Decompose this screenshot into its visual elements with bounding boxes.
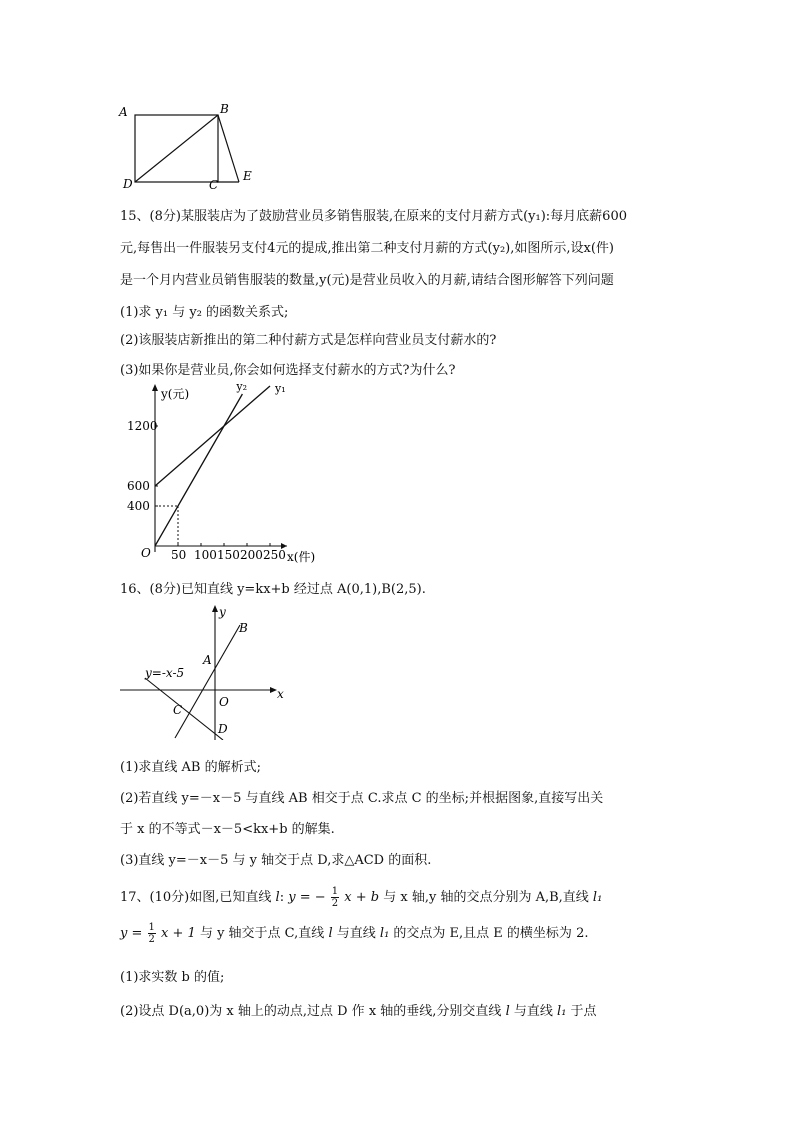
y-tick-label-1200: 1200 bbox=[127, 419, 158, 433]
q16-part2b: 于 x 的不等式－x－5<kx+b 的解集. bbox=[120, 822, 335, 837]
y-axis-arrow bbox=[212, 605, 218, 612]
colon: : bbox=[279, 890, 285, 905]
equation-part: x + b bbox=[344, 890, 380, 905]
line-l-symbol: l bbox=[275, 890, 280, 905]
label-x: x bbox=[277, 687, 284, 701]
q17-text: 与直线 bbox=[513, 1004, 553, 1019]
frac-denominator: 2 bbox=[148, 934, 155, 945]
coordinate-figure bbox=[115, 600, 295, 740]
label-b: B bbox=[239, 621, 248, 635]
q17-text: 与 x 轴,y 轴的交点分别为 A,B,直线 bbox=[383, 890, 589, 905]
series-label-y1: y₁ bbox=[275, 382, 286, 395]
line-l1-symbol: l₁ bbox=[379, 926, 390, 941]
label-c: C bbox=[173, 703, 183, 717]
frac-denominator: 2 bbox=[331, 898, 339, 909]
x-tick-label-50: 50 bbox=[171, 548, 187, 562]
line-l1-symbol: l₁ bbox=[557, 1004, 567, 1019]
q17-text: 于点 bbox=[570, 1004, 597, 1019]
q16-part1: (1)求直线 AB 的解析式; bbox=[120, 760, 262, 775]
q15-line2: 元,每售出一件服装另支付4元的提成,推出第二种支付月薪的方式(y₂),如图所示,设x(件) bbox=[120, 241, 614, 256]
x-axis-arrow bbox=[270, 687, 277, 693]
x-tick-label-200: 200 bbox=[240, 548, 263, 562]
q17-text: (2)设点 D(a,0)为 x 轴上的动点,过点 D 作 x 轴的垂线,分别交直线 bbox=[120, 1004, 502, 1019]
q17-text: 的交点为 E,且点 E 的横坐标为 2. bbox=[393, 926, 589, 941]
label-y: y bbox=[219, 605, 226, 619]
label-c: C bbox=[209, 178, 219, 192]
frac-numerator: 1 bbox=[331, 886, 339, 897]
rectangle-figure bbox=[115, 100, 265, 192]
equation-part: x + 1 bbox=[161, 926, 196, 941]
fraction-half bbox=[148, 922, 156, 945]
q17-text: 与直线 bbox=[336, 926, 376, 941]
equation-part: y = bbox=[120, 926, 143, 941]
x-tick-label-150: 150 bbox=[217, 548, 240, 562]
label-e: E bbox=[243, 169, 252, 183]
label-d: D bbox=[218, 722, 228, 736]
line-l1-symbol: l₁ bbox=[592, 890, 603, 905]
label-a: A bbox=[119, 105, 128, 119]
q15-part3: (3)如果你是营业员,你会如何选择支付薪水的方式?为什么? bbox=[120, 363, 456, 378]
q17-text: 与 y 轴交于点 C,直线 bbox=[199, 926, 325, 941]
equation-part: y = − bbox=[288, 890, 326, 905]
x-axis-label: x(件) bbox=[287, 550, 316, 564]
label-d: D bbox=[123, 177, 133, 191]
q15-line1: 15、(8分)某服装店为了鼓励营业员多销售服装,在原来的支付月薪方式(y₁):每月底薪600 bbox=[120, 209, 627, 224]
q15-line3: 是一个月内营业员销售服装的数量,y(元)是营业员收入的月薪,请结合图形解答下列问题 bbox=[120, 273, 614, 288]
q17-line1 bbox=[120, 886, 602, 909]
series-line-y2 bbox=[155, 394, 242, 546]
origin-label: O bbox=[141, 546, 151, 560]
y-tick-label-600: 600 bbox=[127, 479, 150, 493]
q17-part2 bbox=[120, 1004, 597, 1020]
label-equation: y=-x-5 bbox=[145, 666, 185, 680]
segment-be bbox=[218, 115, 239, 182]
x-tick-label-250: 250 bbox=[263, 548, 286, 562]
label-b: B bbox=[220, 102, 229, 116]
y-axis-arrow bbox=[152, 384, 158, 391]
x-tick-label-100: 100 bbox=[194, 548, 217, 562]
series-label-y2: y₂ bbox=[236, 380, 248, 393]
q17-line2 bbox=[120, 922, 588, 945]
y-axis-label: y(元) bbox=[161, 387, 190, 401]
line-l-symbol: l bbox=[505, 1004, 510, 1019]
diagonal-db bbox=[135, 115, 218, 182]
q17-intro: 17、(10分)如图,已知直线 bbox=[120, 890, 272, 905]
line-cd bbox=[145, 678, 223, 740]
y-tick-label-400: 400 bbox=[127, 499, 150, 513]
q16-line1: 16、(8分)已知直线 y=kx+b 经过点 A(0,1),B(2,5). bbox=[120, 582, 426, 597]
label-o: O bbox=[219, 695, 229, 709]
q15-part1: (1)求 y₁ 与 y₂ 的函数关系式; bbox=[120, 305, 289, 320]
q17-part1: (1)求实数 b 的值; bbox=[120, 970, 225, 985]
frac-numerator: 1 bbox=[148, 922, 155, 933]
line-ab bbox=[175, 625, 240, 738]
series-line-y1 bbox=[155, 386, 270, 486]
label-a: A bbox=[203, 653, 212, 667]
q16-part3: (3)直线 y=－x－5 与 y 轴交于点 D,求△ACD 的面积. bbox=[120, 853, 432, 868]
q16-part2a: (2)若直线 y=－x－5 与直线 AB 相交于点 C.求点 C 的坐标;并根据图象,直接写出关 bbox=[120, 791, 604, 806]
line-l-symbol: l bbox=[328, 926, 333, 941]
q15-part2: (2)该服装店新推出的第二种付薪方式是怎样向营业员支付薪水的? bbox=[120, 333, 497, 348]
fraction-half bbox=[331, 886, 339, 909]
salary-line-chart bbox=[115, 380, 355, 570]
